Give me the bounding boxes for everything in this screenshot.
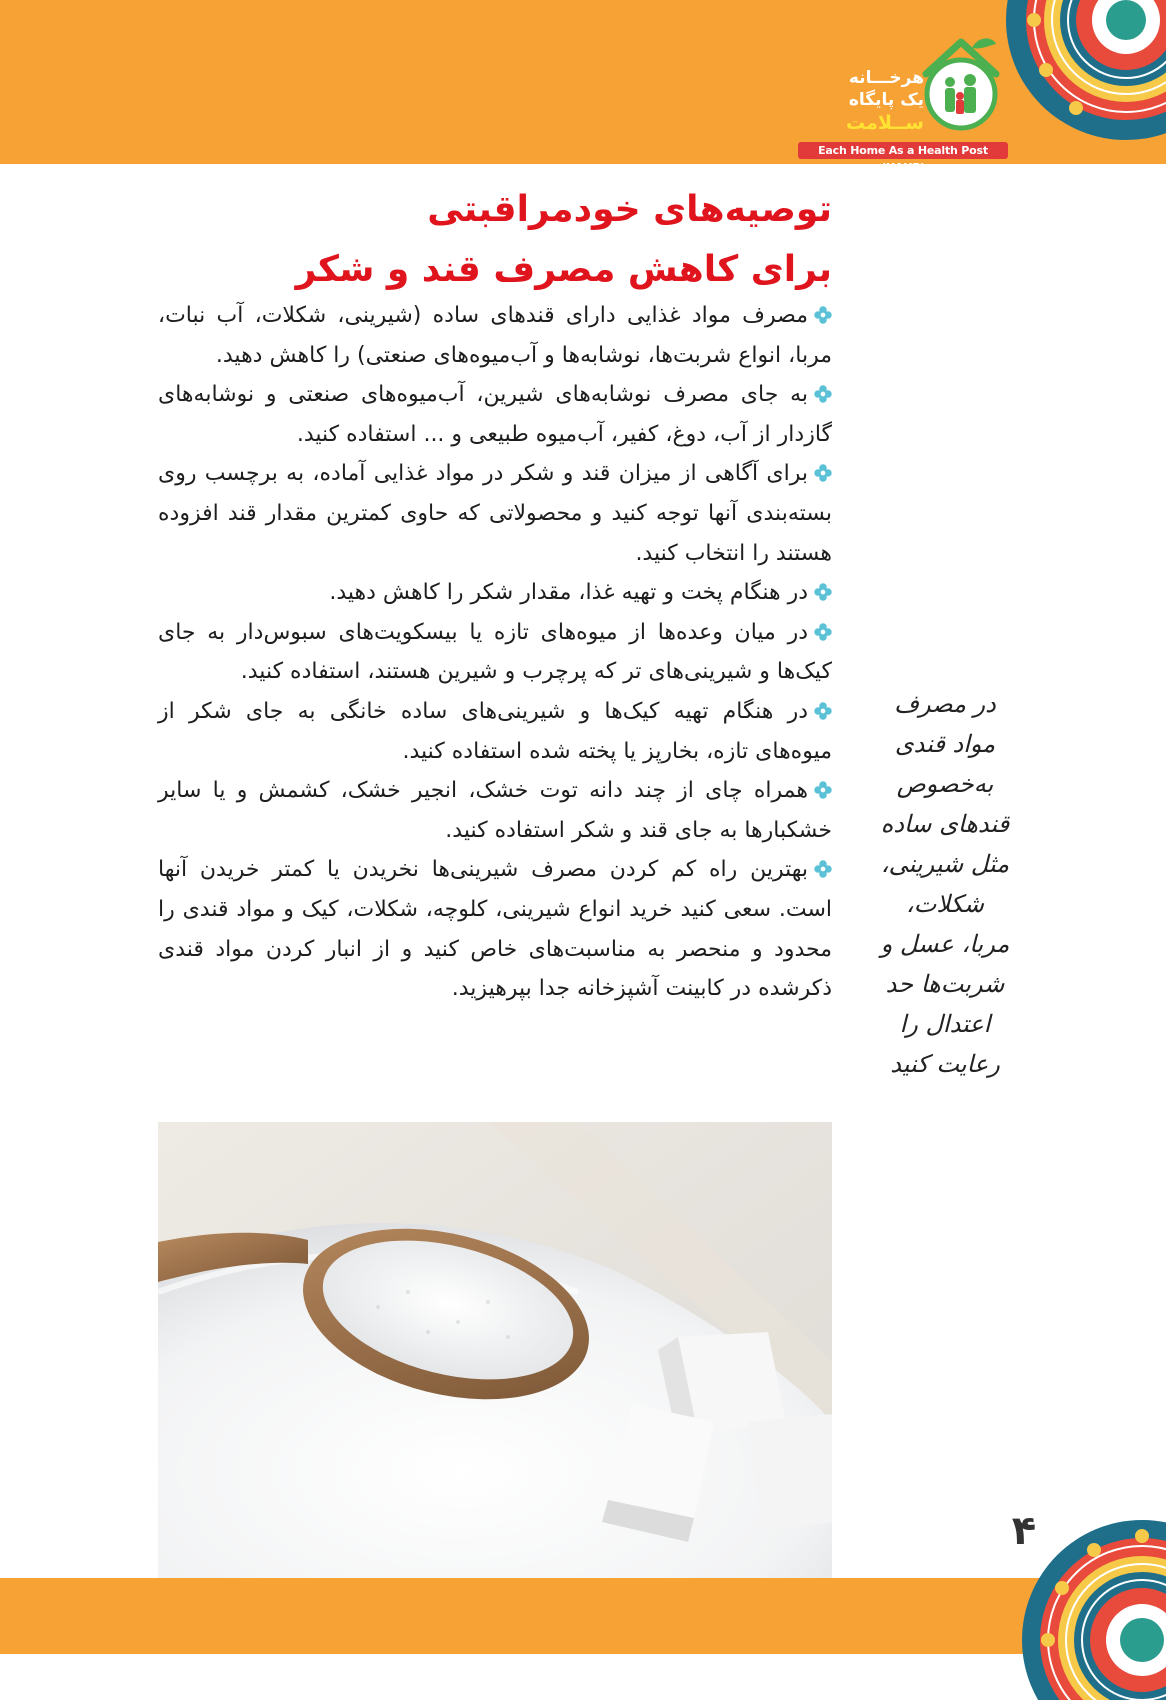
list-item bbox=[158, 296, 832, 375]
flower-bullet-icon bbox=[814, 781, 832, 799]
sugar-spoon-and-cubes-photo bbox=[158, 1122, 832, 1578]
page-number: ۴ bbox=[1011, 1508, 1037, 1554]
flower-bullet-icon bbox=[814, 583, 832, 601]
flower-bullet-icon bbox=[814, 306, 832, 324]
list-item bbox=[158, 375, 832, 454]
footer-band bbox=[0, 1578, 1166, 1654]
recommendation-text: در هنگام تهیه کیک‌ها و شیرینی‌های ساده خانگی به جای شکر از میوه‌های تازه، بخارپز یا پخته شده استفاده کنید. bbox=[158, 698, 832, 764]
side-note-line: اعتدال را bbox=[899, 1010, 991, 1038]
recommendation-text: در هنگام پخت و تهیه غذا، مقدار شکر را کاهش دهید. bbox=[329, 580, 808, 606]
side-note-line: مثل شیرینی، bbox=[880, 850, 1010, 878]
logo-text-line-1: هرخـــانه bbox=[848, 68, 924, 88]
side-note-line: شکلات، bbox=[905, 890, 985, 918]
list-item bbox=[158, 613, 832, 692]
logo-english-tagline: Each Home As a Health Post (HAHP) bbox=[798, 142, 1008, 159]
list-item bbox=[158, 692, 832, 771]
logo-text-line-3: ســلامت bbox=[846, 112, 924, 134]
side-note-line: شربت‌ها حد bbox=[885, 970, 1005, 998]
side-note bbox=[862, 684, 1028, 1084]
mandala-ornament-icon bbox=[1006, 0, 1166, 160]
recommendation-text: بهترین راه کم کردن مصرف شیرینی‌ها نخریدن یا کمتر خریدن آنها است. سعی کنید خرید انواع شیرینی، کلوچه، شکلات، کیک و مواد قندی را محدود و منحصر به مناسبت‌های خاص کنید و از انبار کردن مواد قندی ذکرشده در کابینت آشپزخانه جدا بپرهیزید. bbox=[158, 857, 832, 1002]
family-house-icon bbox=[918, 34, 1004, 134]
page-title-line-1: توصیه‌های خودمراقبتی bbox=[427, 189, 832, 230]
recommendation-text: همراه چای از چند دانه توت خشک، انجیر خشک، کشمش و یا سایر خشکبارها به جای قند و شکر استفاده کنید. bbox=[158, 778, 832, 843]
list-item bbox=[158, 771, 832, 850]
side-note-line: قندهای ساده bbox=[880, 810, 1010, 838]
recommendation-text: مصرف مواد غذایی دارای قندهای ساده (شیرینی، شکلات، آب نبات، مربا، انواع شربت‌ها، نوشابه‌ها و آب‌میوه‌های صنعتی) را کاهش دهید. bbox=[158, 303, 832, 368]
flower-bullet-icon bbox=[814, 464, 832, 482]
list-item bbox=[158, 573, 832, 613]
side-note-line: مواد قندی bbox=[894, 730, 996, 758]
side-note-line: مربا، عسل و bbox=[880, 930, 1010, 958]
side-note-line: در مصرف bbox=[894, 690, 996, 718]
side-note-line: رعایت کنید bbox=[890, 1050, 1000, 1078]
list-item bbox=[158, 454, 832, 573]
side-note-line: به‌خصوص bbox=[896, 770, 994, 798]
logo-text-line-2: یک پایگاه bbox=[848, 90, 924, 110]
page-title-line-2: برای کاهش مصرف قند و شکر bbox=[295, 249, 832, 290]
recommendation-text: در میان وعده‌ها از میوه‌های تازه یا بیسکویت‌های سبوس‌دار به جای کیک‌ها و شیرینی‌های تر که پرچرب و شیرین هستند، استفاده کنید. bbox=[158, 619, 832, 685]
flower-bullet-icon bbox=[814, 385, 832, 403]
flower-bullet-icon bbox=[814, 623, 832, 641]
hahp-logo bbox=[796, 28, 1010, 174]
flower-bullet-icon bbox=[814, 702, 832, 720]
recommendation-text: برای آگاهی از میزان قند و شکر در مواد غذایی آماده، به برچسب روی بسته‌بندی آنها توجه کنید و محصولاتی که حاوی کمترین مقدار قند افزوده هستند را انتخاب کنید. bbox=[158, 461, 832, 566]
recommendation-text: به جای مصرف نوشابه‌های شیرین، آب‌میوه‌های صنعتی و نوشابه‌های گازدار از آب، دوغ، کفیر، آب‌میوه طبیعی و ... استفاده کنید. bbox=[158, 382, 832, 447]
list-item bbox=[158, 850, 832, 1008]
recommendation-list bbox=[158, 296, 832, 1009]
flower-bullet-icon bbox=[814, 860, 832, 878]
